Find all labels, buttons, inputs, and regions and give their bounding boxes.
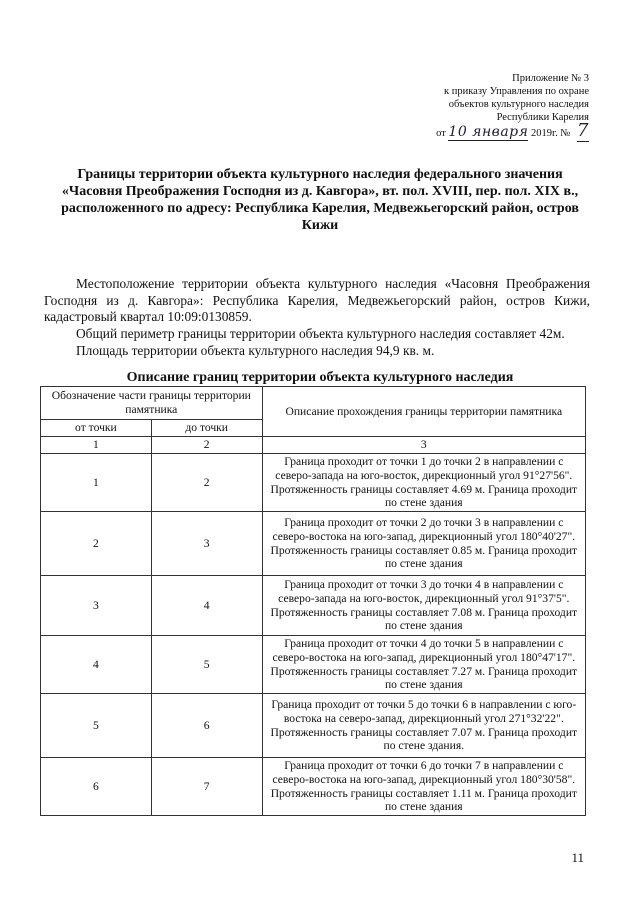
to-point-cell: 7 [151,758,262,816]
table-header-row [41,387,586,420]
from-point-cell: 3 [41,576,152,636]
appendix-from-label: от [436,128,446,139]
to-point-cell: 6 [151,694,262,758]
handwritten-date: 10 января [448,124,529,140]
to-point-cell: 4 [151,576,262,636]
table-row [41,512,586,576]
perimeter-paragraph: Общий периметр границы территории объекта культурного наследия составляет 42м. [76,326,565,341]
description-cell: Граница проходит от точки 4 до точки 5 в направлении с северо-востока на юго-запад, дирекционный угол 180°47'17". Протяженность границы составляет 7.27 м. Граница проходит по стене здания [262,636,585,694]
table-row [41,576,586,636]
table-row [41,694,586,758]
area-paragraph: Площадь территории объекта культурного наследия 94,9 кв. м. [76,343,435,358]
document-title: Границы территории объекта культурного наследия федерального значения «Часовня Преображения Господня из д. Кавгора», вт. пол. XVIII, пер. пол. XIX в., расположенного по адресу: Республика Карелия, Медвежьегорский район, остров Кижи [61,167,579,233]
appendix-date-line [436,120,589,141]
header-from-point: от точки [41,420,152,437]
from-point-cell: 4 [41,636,152,694]
to-point-cell: 3 [151,512,262,576]
column-number: 2 [151,437,262,454]
table-title: Описание границ территории объекта культурного наследия [126,370,514,385]
appendix-line-1: Приложение № 3 [512,73,589,84]
description-cell: Граница проходит от точки 5 до точки 6 в направлении с юго-востока на северо-запад, дирекционный угол 271°32'22". Протяженность границы составляет 7.07 м. Граница проходит по стене здания. [262,694,585,758]
table-row [41,454,586,512]
column-number: 1 [41,437,152,454]
table-row [41,758,586,816]
appendix-line-3: объектов культурного наследия [448,99,589,110]
from-point-cell: 2 [41,512,152,576]
description-cell: Граница проходит от точки 1 до точки 2 в направлении с северо-запада на юго-восток, дирекционный угол 91°27'56". Протяженность границы составляет 4.69 м. Граница проходит по стене здания [262,454,585,512]
table-row [41,636,586,694]
to-point-cell: 2 [151,454,262,512]
appendix-line-2: к приказу Управления по охране [444,86,589,97]
appendix-year-label: 2019г. № [531,128,571,139]
appendix-header [436,72,589,140]
header-boundary-part: Обозначение части границы территории памятника [41,387,263,420]
to-point-cell: 5 [151,636,262,694]
header-boundary-description: Описание прохождения границы территории памятника [262,387,585,437]
description-cell: Граница проходит от точки 2 до точки 3 в направлении с северо-востока на юго-запад, дирекционный угол 180°40'27". Протяженность границы составляет 0.85 м. Граница проходит по стене здания [262,512,585,576]
page-number: 11 [571,850,584,865]
location-paragraph: Местоположение территории объекта культурного наследия «Часовня Преображения Господня из д. Кавгора»: Республика Карелия, Медвежьегорский район, остров Кижи, кадастровый квартал 10:09:0130859. [44,276,590,324]
header-to-point: до точки [151,420,262,437]
description-cell: Граница проходит от точки 6 до точки 7 в направлении с северо-востока на юго-запад, дирекционный угол 180°30'58". Протяженность границы составляет 1.11 м. Граница проходит по стене здания [262,758,585,816]
from-point-cell: 6 [41,758,152,816]
table-column-number-row [41,437,586,454]
description-cell: Граница проходит от точки 3 до точки 4 в направлении с северо-запада на юго-восток, дирекционный угол 91°37'5". Протяженность границы составляет 7.08 м. Граница проходит по стене здания [262,576,585,636]
column-number: 3 [262,437,585,454]
boundaries-table [40,386,586,816]
from-point-cell: 5 [41,694,152,758]
from-point-cell: 1 [41,454,152,512]
handwritten-order-number: 7 [577,120,589,141]
appendix-line-4: Республики Карелия [496,112,589,123]
